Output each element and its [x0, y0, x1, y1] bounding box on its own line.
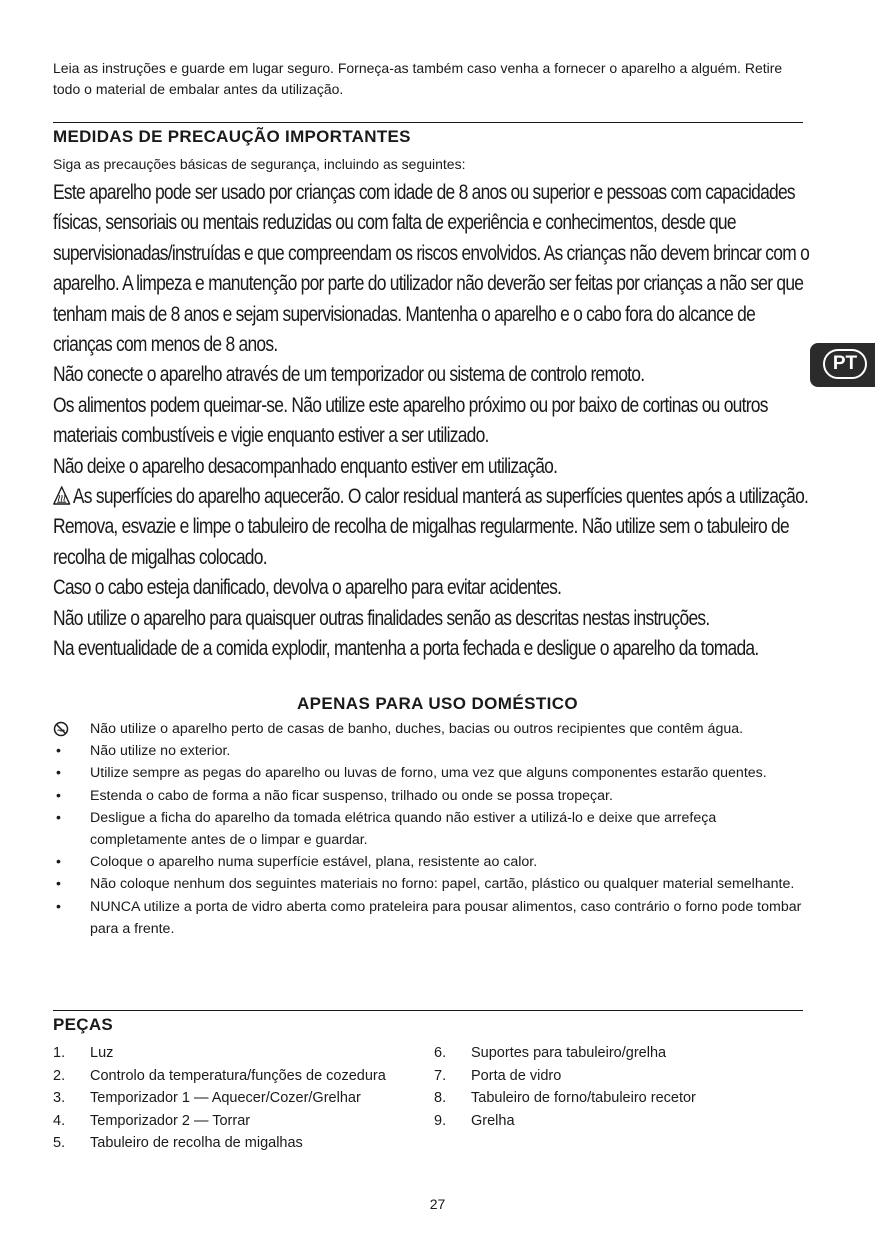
- language-code: PT: [823, 349, 867, 379]
- list-item-text: Não coloque nenhum dos seguintes materiais no forno: papel, cartão, plástico ou qualquer material semelhante.: [90, 876, 795, 893]
- parts-item-label: Controlo da temperatura/funções de cozedura: [90, 1067, 386, 1084]
- list-item-text: Utilize sempre as pegas do aparelho ou luvas de forno, uma vez que alguns componentes estarão quentes.: [90, 765, 767, 782]
- precaution-paragraph: Não deixe o aparelho desacompanhado enquanto estiver em utilização.: [53, 454, 558, 478]
- list-item-text: Estenda o cabo de forma a não ficar suspenso, trilhado ou onde se possa tropeçar.: [90, 787, 613, 804]
- parts-item-label: Luz: [90, 1045, 114, 1061]
- domestic-use-list: [53, 718, 813, 940]
- parts-item-label: Temporizador 1 — Aquecer/Cozer/Grelhar: [90, 1090, 361, 1106]
- precaution-paragraph: Não conecte o aparelho através de um temporizador ou sistema de controlo remoto.: [53, 363, 645, 387]
- parts-list-item: [53, 1065, 386, 1088]
- list-item: [53, 807, 813, 851]
- precaution-paragraph: Os alimentos podem queimar-se. Não utilize este aparelho próximo ou por baixo de cortinas ou outros materiais combustíveis e vigie enquanto estiver a ser utilizado.: [53, 393, 768, 448]
- precaution-paragraph: Este aparelho pode ser usado por crianças com idade de 8 anos ou superior e pessoas com capacidades físicas, sensoriais ou mentais reduzidas ou com falta de experiência e conhecimentos, desde que supervisionadas/instruídas e que compreendam os riscos envolvidos. As crianças não devem brincar com o aparelho. A limpeza e manutenção por parte do utilizador não deverão ser feitas por crianças a não ser que tenham mais de 8 anos e sejam supervisionadas. Mantenha o aparelho e o cabo fora do alcance de crianças com menos de 8 anos.: [53, 181, 810, 357]
- parts-list-item: [53, 1132, 386, 1155]
- parts-item-number: 9.: [434, 1112, 447, 1129]
- page-number: 27: [429, 1196, 446, 1212]
- parts-item-number: 6.: [434, 1045, 447, 1061]
- parts-item-number: 7.: [434, 1067, 447, 1084]
- parts-item-number: 5.: [53, 1135, 66, 1151]
- precaution-paragraph: Não utilize o aparelho para quaisquer outras finalidades senão as descritas nestas instruções.: [53, 606, 710, 630]
- precaution-paragraph: Caso o cabo esteja danificado, devolva o aparelho para evitar acidentes.: [53, 576, 562, 600]
- parts-list-item: [53, 1087, 386, 1110]
- bullet-marker: •: [56, 743, 61, 760]
- parts-item-number: 2.: [53, 1067, 66, 1084]
- domestic-use-heading: APENAS PARA USO DOMÉSTICO: [296, 694, 579, 713]
- bullet-marker: •: [56, 898, 61, 915]
- prohibited-water-icon: [53, 721, 69, 737]
- parts-item-label: Suportes para tabuleiro/grelha: [471, 1045, 667, 1061]
- list-item: [53, 896, 813, 940]
- parts-list-left: [53, 1042, 386, 1155]
- precaution-paragraph-hot-surface: [53, 482, 813, 512]
- parts-list-item: [53, 1042, 386, 1065]
- list-item: [53, 718, 813, 740]
- list-item-text: NUNCA utilize a porta de vidro aberta como prateleira para pousar alimentos, caso contrário o forno pode tombar para a frente.: [90, 898, 802, 937]
- language-tab: [810, 343, 875, 387]
- bullet-marker: •: [56, 787, 61, 804]
- list-item: [53, 740, 813, 762]
- parts-item-label: Tabuleiro de forno/tabuleiro recetor: [471, 1090, 696, 1106]
- parts-list-item: [434, 1110, 696, 1133]
- parts-item-label: Tabuleiro de recolha de migalhas: [90, 1135, 303, 1151]
- list-item-text: Desligue a ficha do aparelho da tomada elétrica quando não estiver a utilizá-lo e deixe que arrefeça completamente antes de o limpar e guardar.: [90, 809, 717, 849]
- parts-item-number: 3.: [53, 1090, 66, 1106]
- bullet-marker: •: [56, 765, 61, 782]
- precaution-paragraph: Remova, esvazie e limpe o tabuleiro de recolha de migalhas regularmente. Não utilize sem o tabuleiro de recolha de migalhas colocado.: [53, 515, 789, 569]
- intro-text: Leia as instruções e guarde em lugar seguro. Forneça-as também caso venha a fornecer o aparelho a alguém. Retire todo o material de embalar antes da utilização.: [53, 60, 783, 97]
- parts-item-number: 8.: [434, 1090, 447, 1106]
- bullet-marker: •: [56, 854, 61, 871]
- section-divider: [53, 122, 803, 123]
- section-divider: [53, 1010, 803, 1011]
- list-item-text: Não utilize no exterior.: [90, 743, 231, 760]
- precautions-subtitle: Siga as precauções básicas de segurança, incluindo as seguintes:: [53, 156, 466, 172]
- parts-item-label: Temporizador 2 — Torrar: [90, 1112, 251, 1129]
- list-item: [53, 851, 813, 873]
- parts-list-right: [434, 1042, 696, 1132]
- precautions-heading: MEDIDAS DE PRECAUÇÃO IMPORTANTES: [53, 127, 411, 146]
- list-item-text: Coloque o aparelho numa superfície estável, plana, resistente ao calor.: [90, 854, 538, 871]
- precaution-paragraph: Na eventualidade de a comida explodir, mantenha a porta fechada e desligue o aparelho da tomada.: [53, 637, 759, 661]
- precautions-body: [53, 178, 813, 665]
- parts-item-number: 1.: [53, 1045, 66, 1061]
- list-item: [53, 762, 813, 784]
- parts-heading: PEÇAS: [53, 1015, 114, 1034]
- hot-surface-warning-icon: [53, 484, 70, 503]
- list-item-text: Não utilize o aparelho perto de casas de banho, duches, bacias ou outros recipientes que contêm água.: [90, 721, 744, 737]
- bullet-marker: •: [56, 876, 61, 893]
- parts-list-item: [53, 1110, 386, 1133]
- parts-list-item: [434, 1087, 696, 1110]
- hot-surface-text: As superfícies do aparelho aquecerão. O calor residual manterá as superfícies quentes após a utilização.: [72, 485, 809, 509]
- bullet-marker: •: [56, 809, 61, 826]
- list-item: [53, 873, 813, 895]
- list-item: [53, 785, 813, 807]
- parts-list-item: [434, 1042, 696, 1065]
- parts-item-label: Grelha: [471, 1112, 515, 1129]
- parts-list-item: [434, 1065, 696, 1088]
- parts-item-label: Porta de vidro: [471, 1067, 562, 1084]
- parts-item-number: 4.: [53, 1112, 66, 1129]
